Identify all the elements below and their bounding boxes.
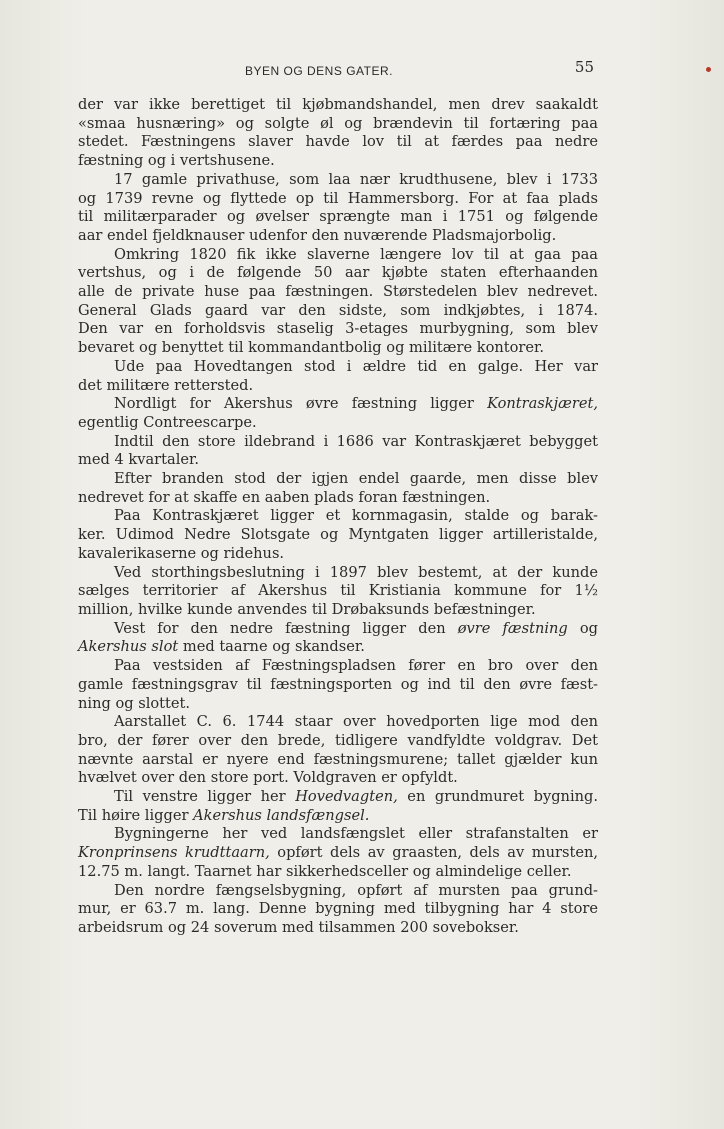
text-run: Ved storthingsbeslutning i 1897 blev bestemt, at der kunde <box>114 563 598 581</box>
text-run: til militærparader og øvelser sprængte man i 1751 og følgende <box>78 208 598 226</box>
text-line <box>78 844 598 863</box>
text-run: arbeidsrum og 24 soverum med tilsammen 200 sovebokser. <box>78 918 519 936</box>
text-run: ning og slottet. <box>78 694 191 712</box>
text-line <box>78 302 598 321</box>
text-line <box>78 414 598 433</box>
text-run: sælges territorier af Akershus til Kristiania kommune for 1½ <box>78 582 598 600</box>
text-line <box>78 882 598 901</box>
text-line <box>78 489 598 508</box>
text-line <box>78 919 598 938</box>
text-line <box>78 638 598 657</box>
text-line <box>78 190 598 209</box>
text-line <box>78 451 598 470</box>
text-line <box>78 470 598 489</box>
text-line <box>78 433 598 452</box>
text-line <box>78 601 598 620</box>
text-run: egentlig Contreescarpe. <box>78 413 257 431</box>
text-line <box>78 695 598 714</box>
text-run: det militære rettersted. <box>78 376 254 394</box>
ink-spot-icon <box>705 66 712 73</box>
text-line <box>78 246 598 265</box>
text-run: million, hvilke kunde anvendes til Drøbaksunds befæstninger. <box>78 600 536 618</box>
text-line <box>78 395 598 414</box>
text-run: ker. Udimod Nedre Slotsgate og Myntgaten ligger artilleristalde, <box>78 526 598 544</box>
italic-term: Kronprinsens krudttaarn, <box>78 844 270 862</box>
text-run: General Glads gaard var den sidste, som indkjøbtes, i 1874. <box>78 301 598 319</box>
text-line <box>78 825 598 844</box>
text-line <box>78 732 598 751</box>
text-run: bro, der fører over den brede, tidligere vandfyldte voldgrav. Det <box>78 731 598 749</box>
text-line <box>78 507 598 526</box>
text-run: bevaret og benyttet til kommandantbolig og militære kontorer. <box>78 339 545 357</box>
body-text <box>78 96 598 938</box>
text-line <box>78 564 598 583</box>
text-line <box>78 264 598 283</box>
text-line <box>78 358 598 377</box>
text-run: med taarne og skandser. <box>178 638 365 656</box>
text-run: aar endel fjeldknauser udenfor den nuværende Pladsmajorbolig. <box>78 226 557 244</box>
text-run: nedrevet for at skaffe en aaben plads foran fæstningen. <box>78 488 491 506</box>
italic-term: Akershus landsfængsel. <box>193 806 370 824</box>
text-run: der var ikke berettiget til kjøbmandshandel, men drev saakaldt <box>78 96 598 113</box>
italic-term: Akershus slot <box>78 638 179 656</box>
text-run: en grundmuret bygning. <box>397 788 598 806</box>
text-line <box>78 115 598 134</box>
text-line <box>78 713 598 732</box>
page-header <box>80 58 600 82</box>
text-run: Den var en forholdsvis staselig 3-etages murbygning, som blev <box>78 320 598 338</box>
text-run: hvælvet over den store port. Voldgraven er opfyldt. <box>78 769 458 787</box>
text-line <box>78 283 598 302</box>
text-run: 17 gamle privathuse, som laa nær krudthusene, blev i 1733 <box>114 170 598 188</box>
text-run: nævnte aarstal er nyere end fæstningsmurene; tallet gjælder kun <box>78 750 598 768</box>
text-run: Bygningerne her ved landsfængslet eller strafanstalten er <box>114 825 598 843</box>
text-run: kavalerikaserne og ridehus. <box>78 544 285 562</box>
italic-term: Kontraskjæret, <box>487 395 598 413</box>
text-run: alle de private huse paa fæstningen. Størstedelen blev nedrevet. <box>78 283 598 301</box>
text-run: Nordligt for Akershus øvre fæstning ligger <box>114 395 488 413</box>
text-run: med 4 kvartaler. <box>78 451 200 469</box>
text-line <box>78 320 598 339</box>
text-line <box>78 769 598 788</box>
text-line <box>78 171 598 190</box>
text-line <box>78 657 598 676</box>
text-run: Til høire ligger <box>78 806 194 824</box>
text-run: Efter branden stod der igjen endel gaarde, men disse blev <box>114 470 598 488</box>
text-run: Den nordre fængselsbygning, opført af mursten paa grund- <box>114 881 598 899</box>
text-line <box>78 377 598 396</box>
text-line <box>78 133 598 152</box>
text-line <box>78 152 598 171</box>
text-line <box>78 620 598 639</box>
text-line <box>78 676 598 695</box>
text-line <box>78 227 598 246</box>
text-line <box>78 96 598 115</box>
italic-term: øvre fæstning <box>457 619 568 637</box>
italic-term: Hovedvagten, <box>295 788 398 806</box>
text-line <box>78 208 598 227</box>
text-line <box>78 807 598 826</box>
page-number: 55 <box>574 58 594 76</box>
text-run: Paa vestsiden af Fæstningspladsen fører en bro over den <box>114 657 598 675</box>
text-run: mur, er 63.7 m. lang. Denne bygning med tilbygning har 4 store <box>78 900 598 918</box>
text-run: «smaa husnæring» og solgte øl og brændevin til fortæring paa <box>78 114 598 132</box>
text-run: og 1739 revne og flyttede op til Hammersborg. For at faa plads <box>78 189 598 207</box>
text-run: vertshus, og i de følgende 50 aar kjøbte staten efterhaanden <box>78 264 598 282</box>
text-line <box>78 526 598 545</box>
text-run: opført dels av graasten, dels av mursten, <box>269 844 598 862</box>
text-line <box>78 863 598 882</box>
text-run: Vest for den nedre fæstning ligger den <box>114 619 458 637</box>
text-run: gamle fæstningsgrav til fæstningsporten og ind til den øvre fæst- <box>78 675 598 693</box>
text-line <box>78 751 598 770</box>
running-title: BYEN OG DENS GATER. <box>245 64 393 78</box>
text-run: Indtil den store ildebrand i 1686 var Kontraskjæret bebygget <box>114 432 598 450</box>
text-run: Aarstallet C. 6. 1744 staar over hovedporten lige mod den <box>114 713 598 731</box>
text-run: stedet. Fæstningens slaver havde lov til at færdes paa nedre <box>78 133 598 151</box>
text-run: Omkring 1820 fik ikke slaverne længere lov til at gaa paa <box>114 245 598 263</box>
text-line <box>78 900 598 919</box>
text-run: fæstning og i vertshusene. <box>78 152 275 170</box>
text-line <box>78 339 598 358</box>
text-run: Til venstre ligger her <box>114 788 296 806</box>
text-line <box>78 545 598 564</box>
text-run: Ude paa Hovedtangen stod i ældre tid en galge. Her var <box>114 357 598 375</box>
text-run: 12.75 m. langt. Taarnet har sikkerhedsceller og almindelige celler. <box>78 862 572 880</box>
text-run: Paa Kontraskjæret ligger et kornmagasin, stalde og barak- <box>114 507 598 525</box>
text-line <box>78 788 598 807</box>
text-line <box>78 582 598 601</box>
text-run: og <box>567 619 598 637</box>
